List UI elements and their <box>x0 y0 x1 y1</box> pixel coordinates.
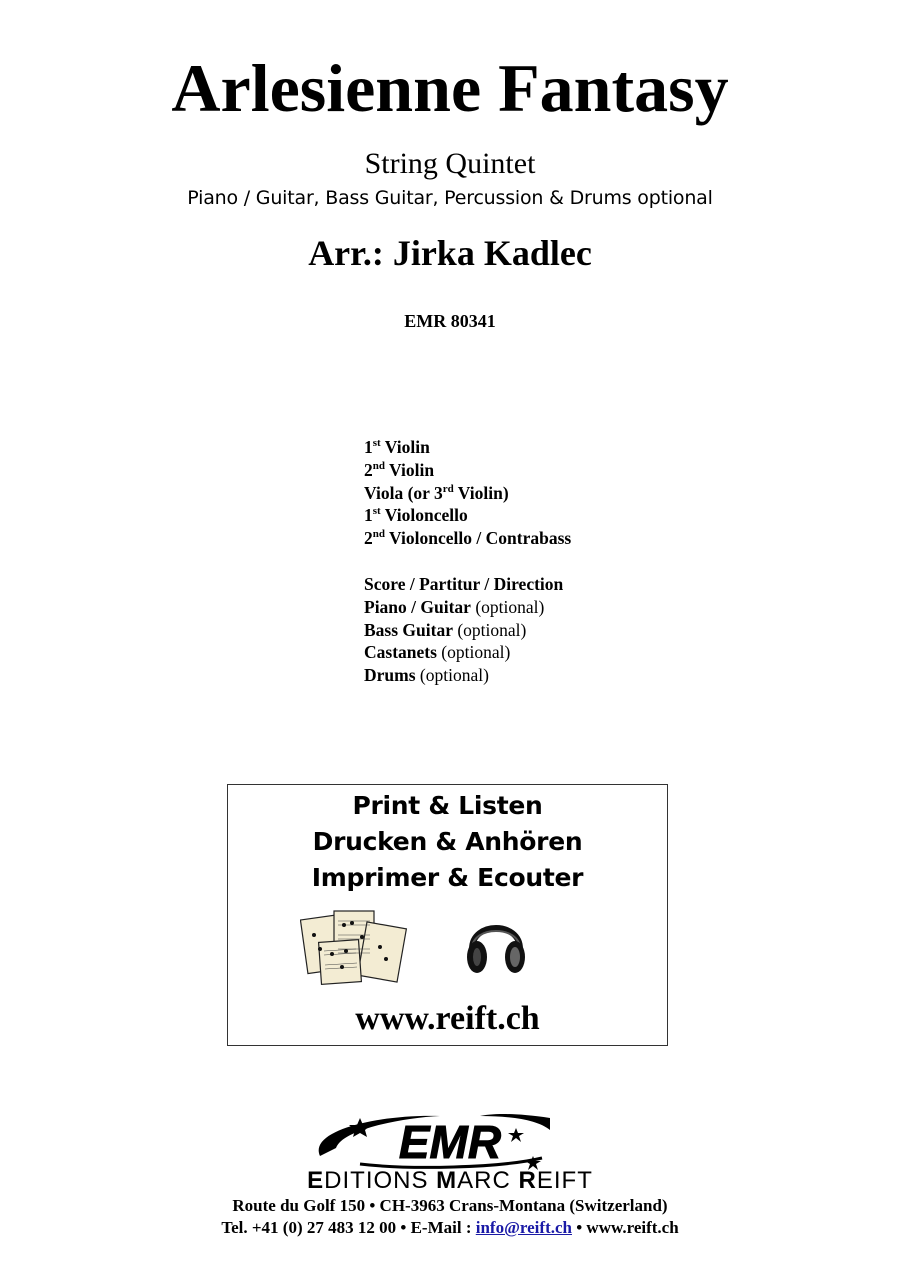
logo-text: EMR <box>398 1116 502 1168</box>
page-title: Arlesienne Fantasy <box>171 50 729 126</box>
part-item: 1st Violoncello <box>364 505 468 526</box>
publisher-address: Route du Golf 150 • CH-3963 Crans-Montana (Switzerland) <box>232 1196 668 1215</box>
headphones-icon <box>464 905 528 981</box>
promo-line-english: Print & Listen <box>352 791 543 820</box>
publisher-name: EDITIONS MARC REIFT <box>307 1167 593 1194</box>
arranger: Arr.: Jirka Kadlec <box>308 233 592 273</box>
catalog-number: EMR 80341 <box>404 311 496 331</box>
part-item: Piano / Guitar (optional) <box>364 596 545 617</box>
sheet-music-icon <box>300 907 410 987</box>
instrumentation-line: Piano / Guitar, Bass Guitar, Percussion & Drums optional <box>187 187 713 209</box>
promo-line-french: Imprimer & Ecouter <box>311 863 584 892</box>
part-item: 2nd Violoncello / Contrabass <box>364 528 572 549</box>
subtitle: String Quintet <box>364 147 536 180</box>
string-parts-list <box>364 436 571 550</box>
print-listen-box <box>227 784 668 1046</box>
part-item: Drums (optional) <box>364 665 489 686</box>
email-link[interactable]: info@reift.ch <box>475 1218 572 1237</box>
promo-line-german: Drucken & Anhören <box>312 827 583 856</box>
extra-parts-list <box>364 573 563 687</box>
part-item: 2nd Violin <box>364 459 435 480</box>
publisher-contact: Tel. +41 (0) 27 483 12 00 • E-Mail : info@reift.ch • www.reift.ch <box>221 1218 679 1237</box>
part-item: Viola (or 3rd Violin) <box>364 482 509 503</box>
part-item: Castanets (optional) <box>364 642 511 663</box>
part-item: Bass Guitar (optional) <box>364 619 527 640</box>
promo-url: www.reift.ch <box>355 1000 540 1037</box>
part-item: Score / Partitur / Direction <box>364 574 564 594</box>
part-item: 1st Violin <box>364 437 430 457</box>
